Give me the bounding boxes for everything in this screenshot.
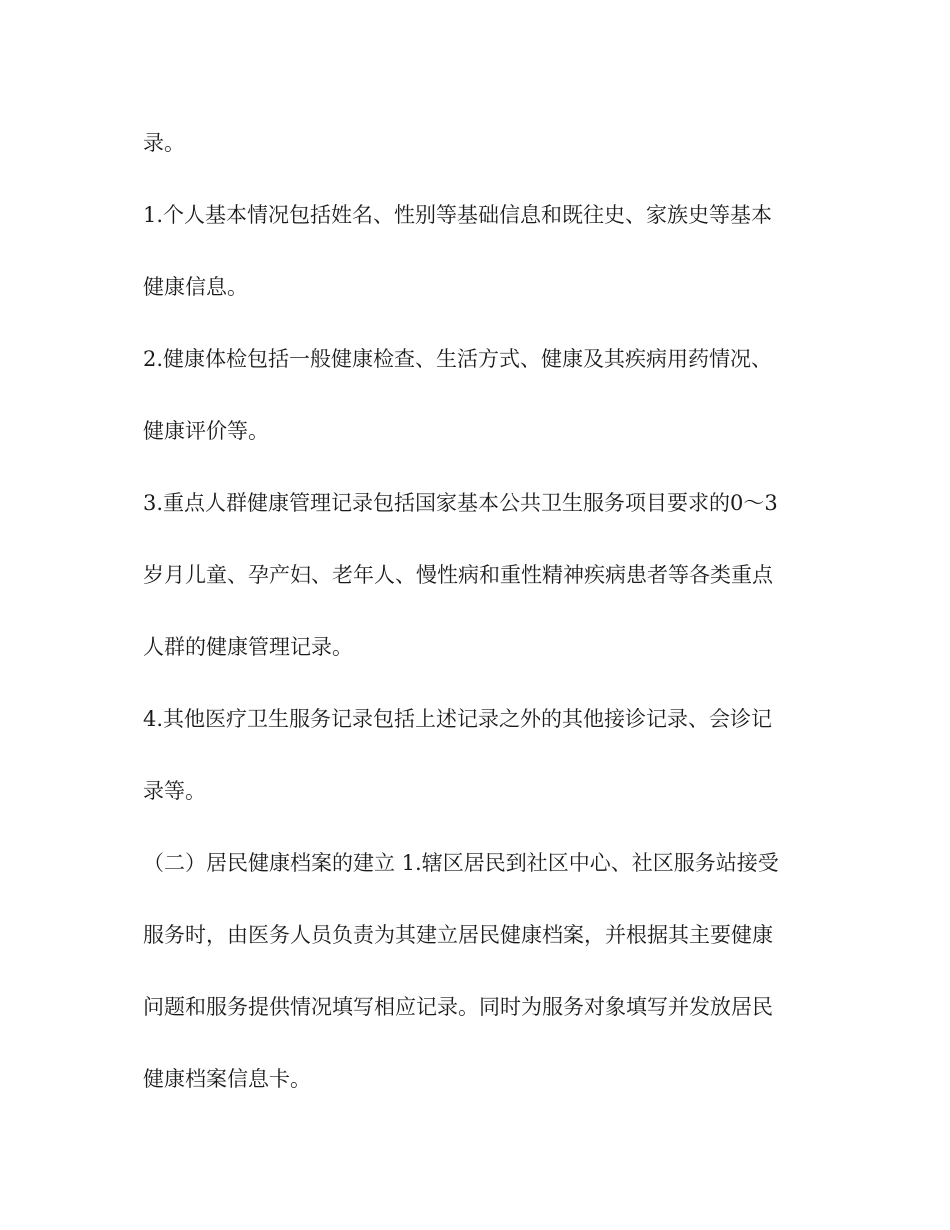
text-line: 健康档案信息卡。: [143, 1067, 311, 1091]
text-line: （二）居民健康档案的建立 1.辖区居民到社区中心、社区服务站接受: [143, 851, 779, 875]
text-line: 4.其他医疗卫生服务记录包括上述记录之外的其他接诊记录、会诊记: [143, 707, 773, 731]
text-line: 录等。: [143, 779, 206, 803]
text-line: 人群的健康管理记录。: [143, 635, 353, 659]
text-line: 录。: [143, 131, 185, 155]
text-line: 2.健康体检包括一般健康检查、生活方式、健康及其疾病用药情况、: [143, 347, 773, 371]
text-line: 岁月儿童、孕产妇、老年人、慢性病和重性精神疾病患者等各类重点: [143, 563, 773, 587]
text-line: 问题和服务提供情况填写相应记录。同时为服务对象填写并发放居民: [143, 995, 773, 1019]
text-line: 健康信息。: [143, 275, 248, 299]
text-line: 1.个人基本情况包括姓名、性别等基础信息和既往史、家族史等基本: [143, 203, 773, 227]
text-line: 健康评价等。: [143, 419, 269, 443]
text-line: 服务时，由医务人员负责为其建立居民健康档案，并根据其主要健康: [143, 923, 773, 947]
text-line: 3.重点人群健康管理记录包括国家基本公共卫生服务项目要求的0～3: [143, 491, 778, 515]
